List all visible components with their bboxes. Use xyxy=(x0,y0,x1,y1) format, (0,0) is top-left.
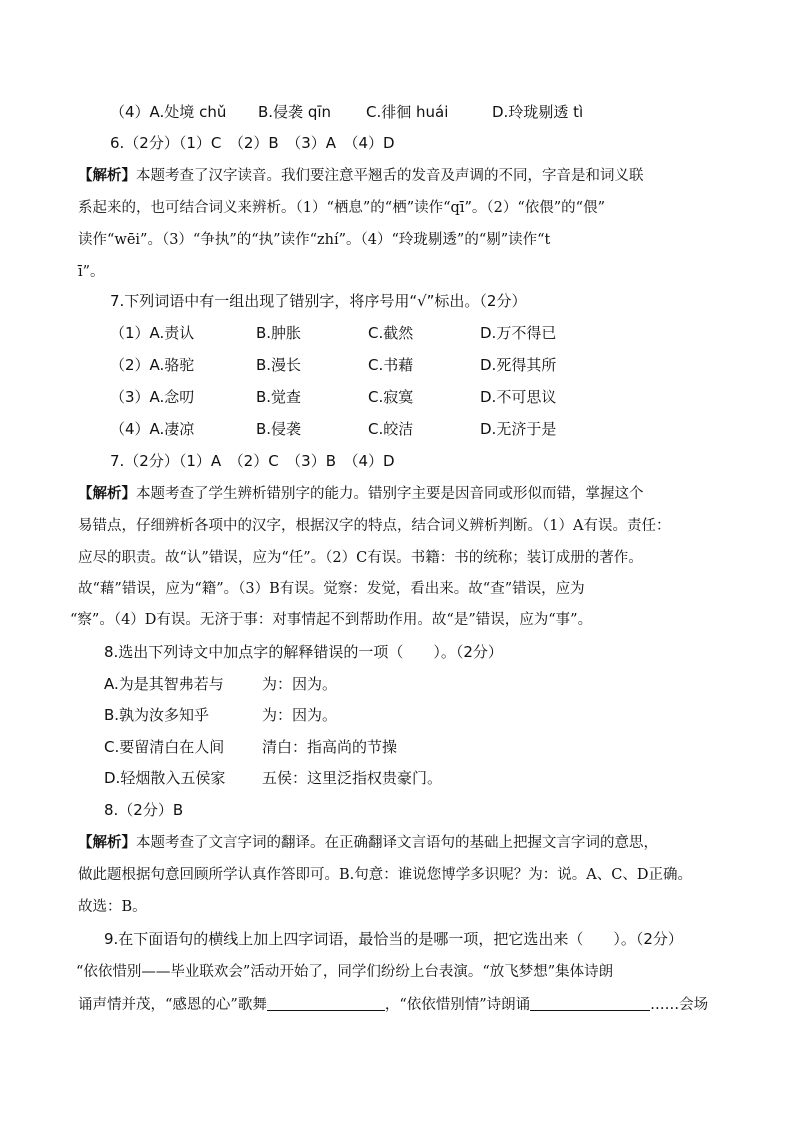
q7-option-d: D.不可思议 xyxy=(480,388,557,406)
q8-explanation-line-2: 做此题根据句意回顾所学认真作答即可。B.句意：谁说您博学多识呢？为：说。A、C、D正确。 xyxy=(78,867,692,883)
q9-passage-line-1: “依依惜别——毕业联欢会”活动开始了，同学们纷纷上台表演。“放飞梦想”集体诗朗 xyxy=(76,964,614,980)
q8-option-gloss: 为：因为。 xyxy=(262,675,338,693)
q9-stem: 9.在下面语句的横线上加上四字词语，最恰当的是哪一项，把它选出来（ ）。（2分） xyxy=(104,930,683,948)
q9-blank-1[interactable] xyxy=(267,995,385,1011)
q7-option-b: B.漫长 xyxy=(256,356,302,374)
q6-explanation-line-1: 【解析】本题考查了汉字读音。我们要注意平翘舌的发音及声调的不同，字音是和词义联 xyxy=(78,168,644,184)
q6-explanation-line-3: 读作“wēi”。（3）“争执”的“执”读作“zhí”。（4）“玲珑剔透”的“剔”读作“t xyxy=(78,232,551,248)
q7-option-c: C.截然 xyxy=(368,324,414,342)
q9-passage-line-2: 诵声情并茂，“感恩的心”歌舞 ，“依依惜别情”诗朗诵 ……会场 xyxy=(78,997,709,1013)
q6-option-c: C.徘徊 huái xyxy=(366,103,449,121)
q7-stem: 7.下列词语中有一组出现了错别字，将序号用“√”标出。（2分） xyxy=(110,292,527,310)
explanation-tag: 【解析】 xyxy=(78,486,136,502)
q7-explanation-line-4: 故“藉”错误，应为“籍”。（3）B有误。觉察：发觉，看出来。故“查”错误，应为 xyxy=(78,581,585,597)
q7-explanation-line-5: “察”。（4）D有误。无济于事：对事情起不到帮助作用。故“是”错误，应为“事”。 xyxy=(70,612,593,628)
q6-option-b: B.侵袭 qīn xyxy=(258,103,332,121)
q7-explanation-line-1: 【解析】本题考查了学生辨析错别字的能力。错别字主要是因音同或形似而错，掌握这个 xyxy=(78,486,644,502)
q8-option-text: A.为是其智弗若与 xyxy=(104,675,224,693)
q8-answer: 8.（2分）B xyxy=(104,801,184,819)
q7-option-c: C.书藉 xyxy=(368,356,414,374)
q7-option-a: （2）A.骆驼 xyxy=(110,356,195,374)
explanation-tag: 【解析】 xyxy=(78,835,136,851)
q7-option-b: B.侵袭 xyxy=(256,420,302,438)
q8-explanation-line-3: 故选：B。 xyxy=(78,899,147,915)
q8-option-gloss: 五侯：这里泛指权贵豪门。 xyxy=(262,769,443,787)
q8-option-text: B.孰为汝多知乎 xyxy=(104,706,210,724)
q7-option-a: （4）A.凄凉 xyxy=(110,420,195,438)
q8-option-text: C.要留清白在人间 xyxy=(104,738,225,756)
q7-explanation-line-2: 易错点，仔细辨析各项中的汉字，根据汉字的特点，结合词义辨析判断。（1）A有误。责任： xyxy=(78,518,671,534)
q9-blank-2[interactable] xyxy=(530,995,650,1011)
q7-option-c: C.寂寞 xyxy=(368,388,414,406)
q7-answer: 7.（2分）（1）A （2）C （3）B （4）D xyxy=(110,452,395,470)
explanation-tag: 【解析】 xyxy=(78,168,136,184)
q7-explanation-line-3: 应尽的职责。故“认”错误，应为“任”。（2）C有误。书籍：书的统称；装订成册的著作。 xyxy=(78,550,643,566)
q8-stem: 8.选出下列诗文中加点字的解释错误的一项（ ）。（2分） xyxy=(104,643,503,661)
q8-option-gloss: 清白：指高尚的节操 xyxy=(262,738,398,756)
q7-option-c: C.皎洁 xyxy=(368,420,414,438)
q8-option-gloss: 为：因为。 xyxy=(262,706,338,724)
q6-explanation-line-2: 系起来的，也可结合词义来辨析。（1）“栖息”的“栖”读作“qī”。（2）“依偎”的“偎” xyxy=(78,200,605,216)
q6-explanation-line-4: ī”。 xyxy=(78,264,105,280)
q8-explanation-line-1: 【解析】本题考查了文言字词的翻译。在正确翻译文言语句的基础上把握文言字词的意思， xyxy=(78,835,658,851)
q7-option-b: B.肿胀 xyxy=(256,324,302,342)
q7-option-a: （3）A.念叨 xyxy=(110,388,195,406)
q8-option-text: D.轻烟散入五侯家 xyxy=(104,769,226,787)
q6-answer: 6.（2分）（1）C （2）B （3）A （4）D xyxy=(110,134,395,152)
q7-option-a: （1）A.责认 xyxy=(110,324,195,342)
q7-option-d: D.万不得已 xyxy=(480,324,557,342)
q7-option-b: B.觉查 xyxy=(256,388,302,406)
q7-option-d: D.无济于是 xyxy=(480,420,557,438)
q6-option-d: D.玲珑剔透 tì xyxy=(492,103,584,121)
q7-option-d: D.死得其所 xyxy=(480,356,557,374)
q6-option-a: （4）A.处境 chǔ xyxy=(110,103,227,121)
